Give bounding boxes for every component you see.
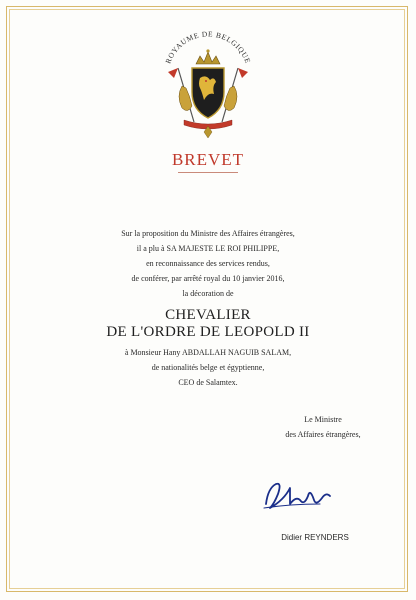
recipient-line: à Monsieur Hany ABDALLAH NAGUIB SALAM, — [124, 348, 292, 357]
decree-line: Sur la proposition du Ministre des Affaires étrangères, — [121, 229, 295, 238]
decree-line: en reconnaissance des services rendus, — [146, 259, 270, 268]
kingdom-label: ROYAUME DE BELGIQUE — [163, 30, 253, 65]
belgian-coat-of-arms-emblem — [148, 30, 268, 140]
signer-name: Didier REYNDERS — [281, 533, 349, 542]
recipient-block — [0, 345, 416, 390]
recipient-line: de nationalités belge et égyptienne, — [151, 363, 265, 372]
decoration-title-line2: DE L'ORDRE DE LEOPOLD II — [106, 324, 310, 340]
handwritten-signature — [260, 474, 340, 514]
decree-line: la décoration de — [182, 289, 234, 298]
decoration-title — [0, 307, 416, 341]
document-type-heading: BREVET — [171, 150, 245, 169]
decoration-title-line1: CHEVALIER — [165, 307, 251, 323]
minister-line: Le Ministre — [304, 415, 342, 424]
minister-block — [258, 412, 388, 442]
minister-line: des Affaires étrangères, — [285, 430, 361, 439]
recipient-line: CEO de Salamtex. — [178, 378, 238, 387]
decree-line: il a plu à SA MAJESTE LE ROI PHILIPPE, — [136, 244, 280, 253]
decree-line: de conférer, par arrêté royal du 10 janvier 2016, — [131, 274, 285, 283]
decree-text — [0, 226, 416, 301]
heading-divider — [178, 172, 238, 173]
